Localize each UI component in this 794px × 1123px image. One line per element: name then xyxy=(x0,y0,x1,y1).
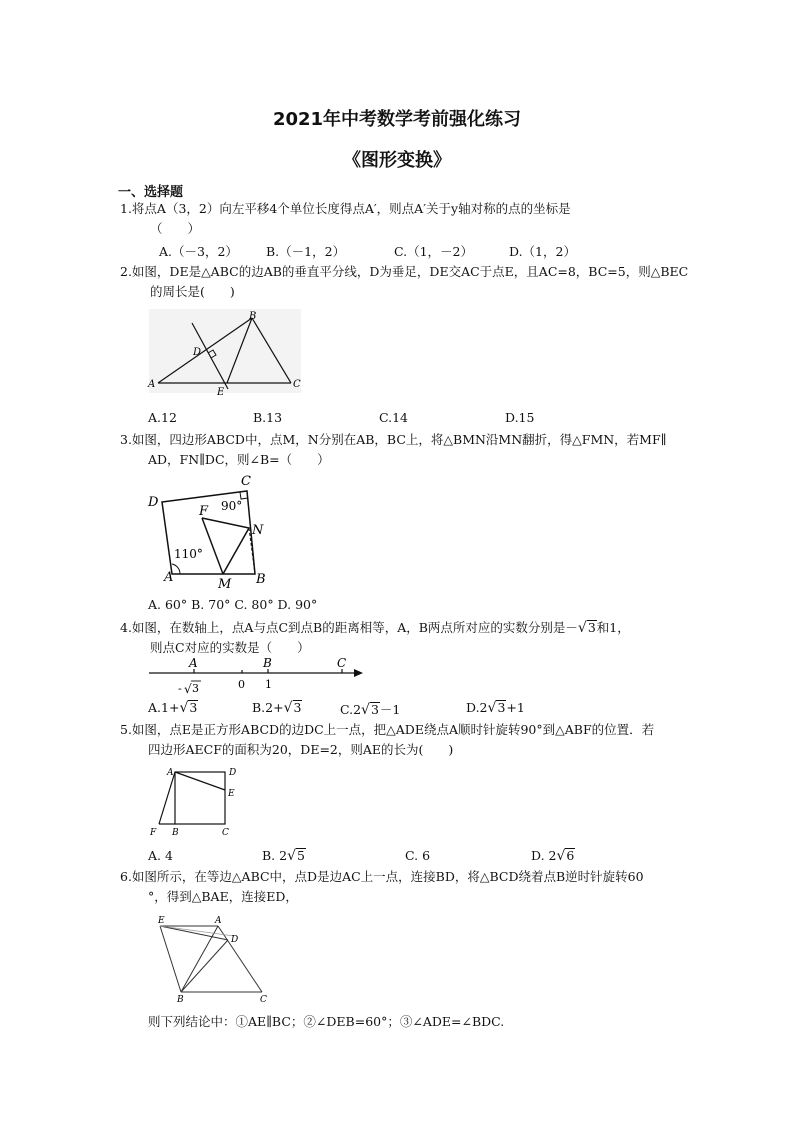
q4-option-b-rad: 3 xyxy=(293,700,302,715)
q3-figure xyxy=(145,472,275,590)
q5-label-b: B xyxy=(172,828,179,838)
q4-number-line xyxy=(145,654,370,696)
q4-option-a xyxy=(148,700,198,716)
q3-segment-fm xyxy=(202,518,223,574)
q2-figure-background xyxy=(149,309,301,393)
sqrt-icon: √ xyxy=(361,702,370,718)
sqrt-icon: √ xyxy=(577,620,587,636)
sqrt-icon: √ xyxy=(184,682,192,696)
q1-option-d: D.（1，2） xyxy=(509,244,576,259)
q3-stem-line2: AD，FN∥DC，则∠B=（ ） xyxy=(148,452,330,467)
q5-label-e: E xyxy=(228,789,235,799)
q4-option-c-post: －1 xyxy=(379,702,401,717)
q4-label-minus: - xyxy=(178,682,182,695)
q1-option-a: A.（－3，2） xyxy=(159,244,238,259)
q2-label-a: A xyxy=(148,379,156,390)
q3-label-f: F xyxy=(199,504,209,519)
q5-label-a: A xyxy=(167,768,174,778)
q2-stem-line2: 的周长是( ) xyxy=(150,284,235,299)
q4-stem-radicand: 3 xyxy=(587,620,596,635)
q3-label-m: M xyxy=(218,577,232,590)
q2-option-b: B.13 xyxy=(253,410,283,425)
q4-label-1: 1 xyxy=(265,678,272,691)
q6-stem-line1: 6.如图所示，在等边△ABC中，点D是边AC上一点，连接BD，将△BCD绕着点B逆时针旋转60 xyxy=(120,869,644,884)
sqrt-icon: √ xyxy=(556,848,566,864)
q6-label-d: D xyxy=(231,935,239,945)
q5-option-d-pre: D. 2 xyxy=(531,848,557,863)
q4-label-0: 0 xyxy=(238,678,245,691)
q5-square-abcd xyxy=(175,772,225,824)
q5-option-c xyxy=(405,848,430,863)
q5-option-b-pre: B. 2 xyxy=(262,848,288,863)
q4-option-b xyxy=(252,700,302,716)
q4-label-c: C xyxy=(337,656,347,670)
q5-option-b-rad: 5 xyxy=(297,848,305,863)
q5-option-c-text: C. 6 xyxy=(405,848,431,863)
q4-option-d xyxy=(466,700,525,716)
q4-option-d-pre: D.2 xyxy=(466,700,488,715)
q2-option-c: C.14 xyxy=(379,410,408,425)
q5-stem-line1: 5.如图，点E是正方形ABCD的边DC上一点，把△ADE绕点A顺时针旋转90°到△ABF的位置．若 xyxy=(120,722,655,737)
q6-label-a: A xyxy=(215,916,222,926)
q4-stem-line1 xyxy=(120,620,630,636)
q5-label-c: C xyxy=(222,828,229,838)
q5-segment-af xyxy=(159,772,175,824)
q4-stem-pre: 4.如图，在数轴上，点A与点C到点B的距离相等，A，B两点所对应的实数分别是－ xyxy=(120,620,578,635)
q6-conclusions: 则下列结论中：①AE∥BC；②∠DEB=60°；③∠ADE=∠BDC. xyxy=(148,1014,505,1029)
q4-stem-post: 和1， xyxy=(596,620,630,635)
q4-label-a: A xyxy=(189,656,198,670)
page-subtitle: 《图形变换》 xyxy=(343,150,451,171)
q3-folded-triangle xyxy=(202,518,249,574)
q6-segment-be xyxy=(160,926,181,992)
q4-label-b: B xyxy=(263,656,272,670)
q2-label-d: D xyxy=(193,347,202,358)
q2-figure xyxy=(145,305,305,397)
q4-axis-arrow-icon xyxy=(354,669,363,677)
q5-label-f: F xyxy=(150,828,157,838)
q1-option-b: B.（－1，2） xyxy=(266,244,346,259)
q5-option-d-rad: 6 xyxy=(566,848,575,863)
sqrt-icon: √ xyxy=(283,700,293,716)
q5-option-a xyxy=(148,848,173,863)
q2-option-d: D.15 xyxy=(505,410,535,425)
q4-option-d-rad: 3 xyxy=(497,700,506,715)
q5-figure xyxy=(145,764,245,840)
q5-option-b xyxy=(262,848,306,864)
sqrt-icon: √ xyxy=(179,700,189,716)
q5-option-a-text: A. 4 xyxy=(148,848,173,863)
q4-option-a-rad: 3 xyxy=(189,700,198,715)
q3-options: A. 60° B. 70° C. 80° D. 90° xyxy=(148,597,318,612)
q6-segment-ed xyxy=(160,926,228,940)
q2-option-a: A.12 xyxy=(148,410,177,425)
q6-label-e: E xyxy=(158,916,165,926)
q3-label-b: B xyxy=(256,572,266,587)
q6-segment-guide xyxy=(160,926,234,936)
sqrt-icon: √ xyxy=(487,700,497,716)
q6-stem-line2: °，得到△BAE，连接ED， xyxy=(148,889,298,904)
page-title: 2021年中考数学考前强化练习 xyxy=(272,109,522,130)
q5-stem-line2: 四边形AECF的面积为20，DE=2，则AE的长为( ) xyxy=(148,742,454,757)
q3-label-a: A xyxy=(164,570,174,585)
q2-label-e: E xyxy=(217,387,225,397)
q2-label-b: B xyxy=(249,311,257,322)
q4-stem-line2: 则点C对应的实数是（ ） xyxy=(150,640,310,655)
q5-option-d xyxy=(531,848,575,864)
q1-stem-line1: 1.将点A（3，2）向左平移4个单位长度得点A′，则点A′关于y轴对称的点的坐标是 xyxy=(120,201,571,216)
q1-stem-line2: （ ） xyxy=(150,221,201,236)
q4-option-c-rad: 3 xyxy=(370,702,379,717)
q2-stem-line1: 2.如图，DE是△ABC的边AB的垂直平分线，D为垂足，DE交AC于点E，且AC=8，BC=5，则△BEC xyxy=(120,264,689,279)
q5-label-d: D xyxy=(229,768,237,778)
q6-label-c: C xyxy=(260,995,267,1004)
q4-label-radicand: 3 xyxy=(192,682,199,695)
q4-option-c-pre: C.2 xyxy=(340,702,362,717)
q4-option-b-pre: B.2+ xyxy=(252,700,284,715)
q3-label-n: N xyxy=(252,523,264,538)
q3-label-110: 110° xyxy=(174,547,203,561)
q3-stem-line1: 3.如图，四边形ABCD中，点M，N分别在AB，BC上，将△BMN沿MN翻折，得△FMN，若MF∥ xyxy=(120,432,667,447)
q6-figure xyxy=(150,912,275,1004)
q4-option-c xyxy=(340,700,400,718)
q3-label-c: C xyxy=(241,474,251,489)
q6-segment-bd xyxy=(181,940,228,992)
q3-label-d: D xyxy=(148,495,159,510)
q6-segment-ac xyxy=(218,926,262,992)
q6-segment-ba xyxy=(181,926,218,992)
q6-label-b: B xyxy=(177,995,184,1004)
q3-label-90: 90° xyxy=(221,499,243,513)
q2-label-c: C xyxy=(293,379,301,390)
section-heading: 一、选择题 xyxy=(118,185,184,200)
q1-option-c: C.（1，－2） xyxy=(394,244,473,259)
sqrt-icon: √ xyxy=(287,848,297,864)
q5-segment-ae xyxy=(175,772,225,790)
q4-option-d-post: +1 xyxy=(506,700,525,715)
q4-option-a-pre: A.1+ xyxy=(148,700,180,715)
